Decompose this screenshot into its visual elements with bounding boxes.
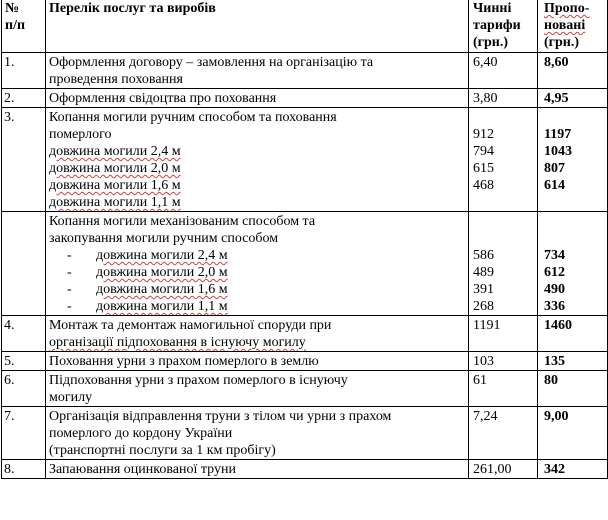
header-proposed-line: новані: [544, 18, 586, 33]
current-value: 615: [473, 161, 494, 176]
current-value: 6,40: [473, 55, 498, 70]
header-row: [2, 0, 608, 53]
grave-length-label: довжина могили 2,4 м: [49, 144, 181, 159]
row-number: 2.: [2, 89, 46, 108]
service-description: [46, 316, 469, 352]
bullet-item: [49, 264, 465, 281]
header-proposed-line: Пропо-: [544, 1, 590, 16]
proposed-value: [544, 230, 604, 247]
service-line: Копання могили механізованим способом та: [49, 214, 316, 229]
header-proposed-tariffs: [538, 0, 608, 53]
bullet-item: [49, 281, 465, 298]
proposed-value: 734: [544, 248, 565, 263]
grave-length-label: довжина могили 1,6 м: [96, 282, 228, 297]
service-line: померлого: [49, 127, 112, 142]
current-tariff: [469, 53, 538, 89]
proposed-tariff: [538, 407, 608, 460]
grave-length-line: [49, 194, 465, 211]
header-services-title: Перелік послуг та виробів: [49, 1, 216, 16]
current-value: 261,00: [473, 462, 512, 477]
current-tariff: [469, 371, 538, 407]
current-tariff: [469, 352, 538, 371]
header-current-line: (грн.): [473, 35, 509, 50]
proposed-tariff: [538, 89, 608, 108]
tariff-table: [1, 0, 608, 479]
row-number: [2, 212, 46, 316]
table-row: [2, 371, 608, 407]
proposed-value: 342: [544, 462, 565, 477]
service-line: могилу: [49, 390, 93, 405]
proposed-tariff: [538, 316, 608, 352]
service-line: Підпоховання урни з прахом померлого в існуючу: [49, 373, 348, 388]
proposed-value: 1460: [544, 318, 572, 333]
header-number-line: №: [5, 1, 20, 16]
table-row: [2, 108, 608, 212]
proposed-value: 490: [544, 282, 565, 297]
header-number-line: п/п: [5, 18, 26, 33]
grave-length-label: довжина могили 2,0 м: [96, 265, 228, 280]
service-description: [46, 460, 469, 479]
table-row: [2, 407, 608, 460]
row-number: 1.: [2, 53, 46, 89]
grave-length-line: [49, 160, 465, 177]
header-current-line: Чинні: [473, 1, 512, 16]
grave-length-line: [49, 143, 465, 160]
service-line: проведення поховання: [49, 72, 183, 87]
current-tariff: [469, 212, 538, 316]
service-line: організації підпоховання в існуючу могилу: [49, 335, 306, 350]
row-number: 3.: [2, 108, 46, 212]
current-value: 794: [473, 144, 494, 159]
service-line: Монтаж та демонтаж намогильної споруди при: [49, 318, 332, 333]
grave-length-label: довжина могили 1,6 м: [49, 178, 181, 193]
table-row: [2, 352, 608, 371]
service-line: Поховання урни з прахом померлого в землю: [49, 354, 319, 369]
row-number: 5.: [2, 352, 46, 371]
row-number: 4.: [2, 316, 46, 352]
current-tariff: [469, 316, 538, 352]
current-value: 7,24: [473, 409, 498, 424]
proposed-tariff: [538, 212, 608, 316]
dash-marker: -: [67, 299, 72, 314]
dash-marker: -: [67, 265, 72, 280]
current-value: 912: [473, 127, 494, 142]
service-description: [46, 108, 469, 212]
proposed-tariff: [538, 371, 608, 407]
service-line: Копання могили ручним способом та поховання: [49, 110, 337, 125]
service-description: [46, 53, 469, 89]
service-line: (транспортні послуги за 1 км пробігу): [49, 443, 276, 458]
current-value: 391: [473, 282, 494, 297]
service-line: Організація відправлення труни з тілом чи урни з прахом: [49, 409, 392, 424]
proposed-value: 4,95: [544, 91, 569, 106]
proposed-value: 1197: [544, 127, 572, 142]
grave-length-label: довжина могили 1,1 м: [49, 195, 181, 210]
header-current-line: тарифи: [473, 18, 521, 33]
service-line: Оформлення свідоцтва про поховання: [49, 91, 277, 106]
proposed-value: [544, 213, 604, 230]
current-tariff: [469, 407, 538, 460]
table-row: [2, 89, 608, 108]
service-line: Запаювання оцинкованої труни: [49, 462, 236, 477]
current-value: [473, 230, 534, 247]
header-services: [46, 0, 469, 53]
table-row: [2, 316, 608, 352]
table-row: [2, 212, 608, 316]
current-tariff: [469, 460, 538, 479]
header-current-tariffs: [469, 0, 538, 53]
service-line: закопування могили ручним способом: [49, 231, 279, 246]
current-value: 3,80: [473, 91, 498, 106]
service-description: [46, 89, 469, 108]
proposed-value: 135: [544, 354, 565, 369]
current-value: 468: [473, 178, 494, 193]
dash-marker: -: [67, 282, 72, 297]
proposed-value: 336: [544, 299, 565, 314]
proposed-tariff: [538, 108, 608, 212]
row-number: 6.: [2, 371, 46, 407]
current-tariff: [469, 108, 538, 212]
header-proposed-line: (грн.): [544, 35, 580, 50]
service-line: Оформлення договору – замовлення на організацію та: [49, 55, 374, 70]
current-value: 268: [473, 299, 494, 314]
proposed-value: 614: [544, 178, 565, 193]
grave-length-line: [49, 177, 465, 194]
table-row: [2, 460, 608, 479]
row-number: 8.: [2, 460, 46, 479]
proposed-value: 80: [544, 373, 558, 388]
bullet-item: [49, 298, 465, 315]
service-description: [46, 407, 469, 460]
service-description: [46, 371, 469, 407]
grave-length-label: довжина могили 1,1 м: [96, 299, 228, 314]
current-value: [473, 109, 534, 126]
current-tariff: [469, 89, 538, 108]
grave-length-label: довжина могили 2,0 м: [49, 161, 181, 176]
current-value: 103: [473, 354, 494, 369]
proposed-value: 9,00: [544, 409, 569, 424]
bullet-item: [49, 247, 465, 264]
proposed-value: [544, 109, 604, 126]
proposed-value: 1043: [544, 144, 572, 159]
proposed-tariff: [538, 53, 608, 89]
row-number: 7.: [2, 407, 46, 460]
current-value: 586: [473, 248, 494, 263]
service-description: [46, 212, 469, 316]
current-value: [473, 213, 534, 230]
current-value: 61: [473, 373, 487, 388]
header-number: [2, 0, 46, 53]
proposed-value: 807: [544, 161, 565, 176]
grave-length-label: довжина могили 2,4 м: [96, 248, 228, 263]
proposed-tariff: [538, 460, 608, 479]
current-value: 1191: [473, 318, 501, 333]
proposed-tariff: [538, 352, 608, 371]
dash-marker: -: [67, 248, 72, 263]
service-description: [46, 352, 469, 371]
proposed-value: 8,60: [544, 55, 569, 70]
current-value: 489: [473, 265, 494, 280]
service-line: померлого до кордону України: [49, 426, 233, 441]
proposed-value: 612: [544, 265, 565, 280]
table-row: [2, 53, 608, 89]
